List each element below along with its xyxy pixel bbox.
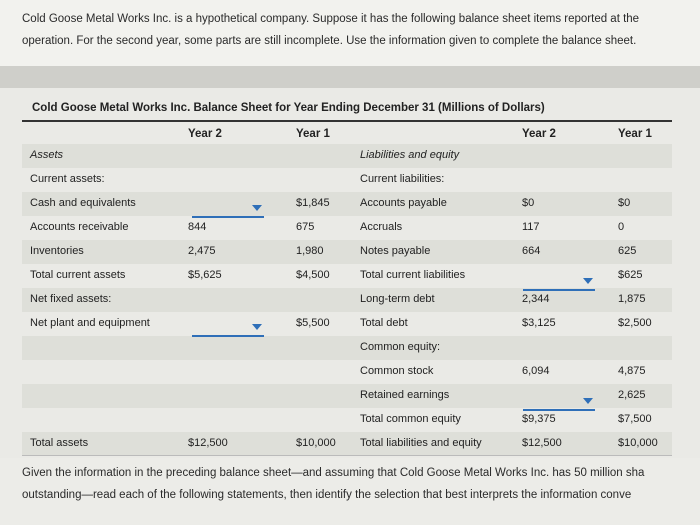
chevron-down-icon xyxy=(583,398,593,404)
cash-year-2-dropdown[interactable] xyxy=(192,198,264,218)
cell-a-y2-row-3: 844 xyxy=(188,221,207,233)
cell-a-y1-row-2: $1,845 xyxy=(296,197,330,209)
cell-l-y2-row-7: $3,125 xyxy=(522,317,556,329)
cell-a-y1-row-4: 1,980 xyxy=(296,245,324,257)
chevron-down-icon xyxy=(252,324,262,330)
cell-l-y2-row-6: 2,344 xyxy=(522,293,550,305)
cell-l-label-row-6: Long-term debt xyxy=(360,293,435,305)
cell-a-label-row-1: Current assets: xyxy=(30,173,105,185)
cell-a-label-row-6: Net fixed assets: xyxy=(30,293,112,305)
intro-line-1: Cold Goose Metal Works Inc. is a hypothetical company. Suppose it has the following balance sheet items reported at the xyxy=(22,13,640,25)
chevron-down-icon xyxy=(252,205,262,211)
table-bottom-divider xyxy=(22,455,672,456)
cell-l-label-row-2: Accounts payable xyxy=(360,197,447,209)
row-band xyxy=(22,144,672,168)
cell-l-y1-row-10: 2,625 xyxy=(618,389,646,401)
header-liabilities-year-2: Year 2 xyxy=(522,128,556,140)
row-band xyxy=(22,240,672,264)
cell-a-label-row-5: Total current assets xyxy=(30,269,126,281)
cell-l-label-row-7: Total debt xyxy=(360,317,408,329)
header-assets-year-2: Year 2 xyxy=(188,128,222,140)
cell-l-y1-row-5: $625 xyxy=(618,269,643,281)
cell-a-y1-row-7: $5,500 xyxy=(296,317,330,329)
cell-a-label-row-0: Assets xyxy=(30,149,64,161)
cell-a-y1-row-12: $10,000 xyxy=(296,437,336,449)
cell-l-label-row-0: Liabilities and equity xyxy=(360,149,460,161)
cell-l-y1-row-6: 1,875 xyxy=(618,293,646,305)
net-plant-year-2-dropdown[interactable] xyxy=(192,317,264,337)
cell-l-y1-row-12: $10,000 xyxy=(618,437,658,449)
outro-line-1: Given the information in the preceding balance sheet—and assuming that Cold Goose Metal Works Inc. has 50 million sha xyxy=(22,467,645,479)
cell-l-label-row-3: Accruals xyxy=(360,221,403,233)
title-divider xyxy=(22,120,672,122)
cell-l-y2-row-2: $0 xyxy=(522,197,535,209)
cell-l-y1-row-3: 0 xyxy=(618,221,625,233)
cell-l-y2-row-12: $12,500 xyxy=(522,437,562,449)
cell-l-y2-row-11: $9,375 xyxy=(522,413,556,425)
cell-l-label-row-5: Total current liabilities xyxy=(360,269,466,281)
total-current-liabilities-year-2-dropdown[interactable] xyxy=(523,271,595,291)
cell-l-y2-row-4: 664 xyxy=(522,245,541,257)
cell-l-y1-row-2: $0 xyxy=(618,197,631,209)
section-gap xyxy=(0,66,700,88)
cell-a-y2-row-12: $12,500 xyxy=(188,437,228,449)
cell-a-label-row-3: Accounts receivable xyxy=(30,221,129,233)
outro-text xyxy=(22,462,700,506)
cell-l-y1-row-7: $2,500 xyxy=(618,317,652,329)
header-assets-year-1: Year 1 xyxy=(296,128,330,140)
cell-l-y2-row-3: 117 xyxy=(522,221,540,233)
cell-a-label-row-12: Total assets xyxy=(30,437,89,449)
cell-a-y1-row-5: $4,500 xyxy=(296,269,330,281)
cell-a-label-row-2: Cash and equivalents xyxy=(30,197,136,209)
header-liabilities-year-1: Year 1 xyxy=(618,128,652,140)
cell-l-label-row-9: Common stock xyxy=(360,365,434,377)
cell-l-label-row-4: Notes payable xyxy=(360,245,431,257)
cell-a-y2-row-5: $5,625 xyxy=(188,269,222,281)
cell-l-y1-row-9: 4,875 xyxy=(618,365,646,377)
cell-l-y1-row-4: 625 xyxy=(618,245,637,257)
cell-a-label-row-7: Net plant and equipment xyxy=(30,317,150,329)
table-title: Cold Goose Metal Works Inc. Balance Sheet for Year Ending December 31 (Millions of Dollars) xyxy=(32,102,545,114)
cell-a-label-row-4: Inventories xyxy=(30,245,84,257)
cell-l-y1-row-11: $7,500 xyxy=(618,413,652,425)
retained-earnings-year-2-dropdown[interactable] xyxy=(523,391,595,411)
chevron-down-icon xyxy=(583,278,593,284)
cell-l-label-row-8: Common equity: xyxy=(360,341,441,353)
cell-l-label-row-11: Total common equity xyxy=(360,413,461,425)
cell-l-label-row-12: Total liabilities and equity xyxy=(360,437,482,449)
row-band xyxy=(22,288,672,312)
row-band xyxy=(22,336,672,360)
cell-l-label-row-1: Current liabilities: xyxy=(360,173,445,185)
cell-a-y2-row-4: 2,475 xyxy=(188,245,216,257)
outro-line-2: outstanding—read each of the following statements, then identify the selection that best interprets the information conve xyxy=(22,489,632,501)
intro-text xyxy=(22,8,698,52)
cell-l-label-row-10: Retained earnings xyxy=(360,389,450,401)
intro-line-2: operation. For the second year, some parts are still incomplete. Use the information given to complete the balance sheet. xyxy=(22,35,637,47)
cell-l-y2-row-9: 6,094 xyxy=(522,365,550,377)
row-band xyxy=(22,432,672,456)
cell-a-y1-row-3: 675 xyxy=(296,221,315,233)
